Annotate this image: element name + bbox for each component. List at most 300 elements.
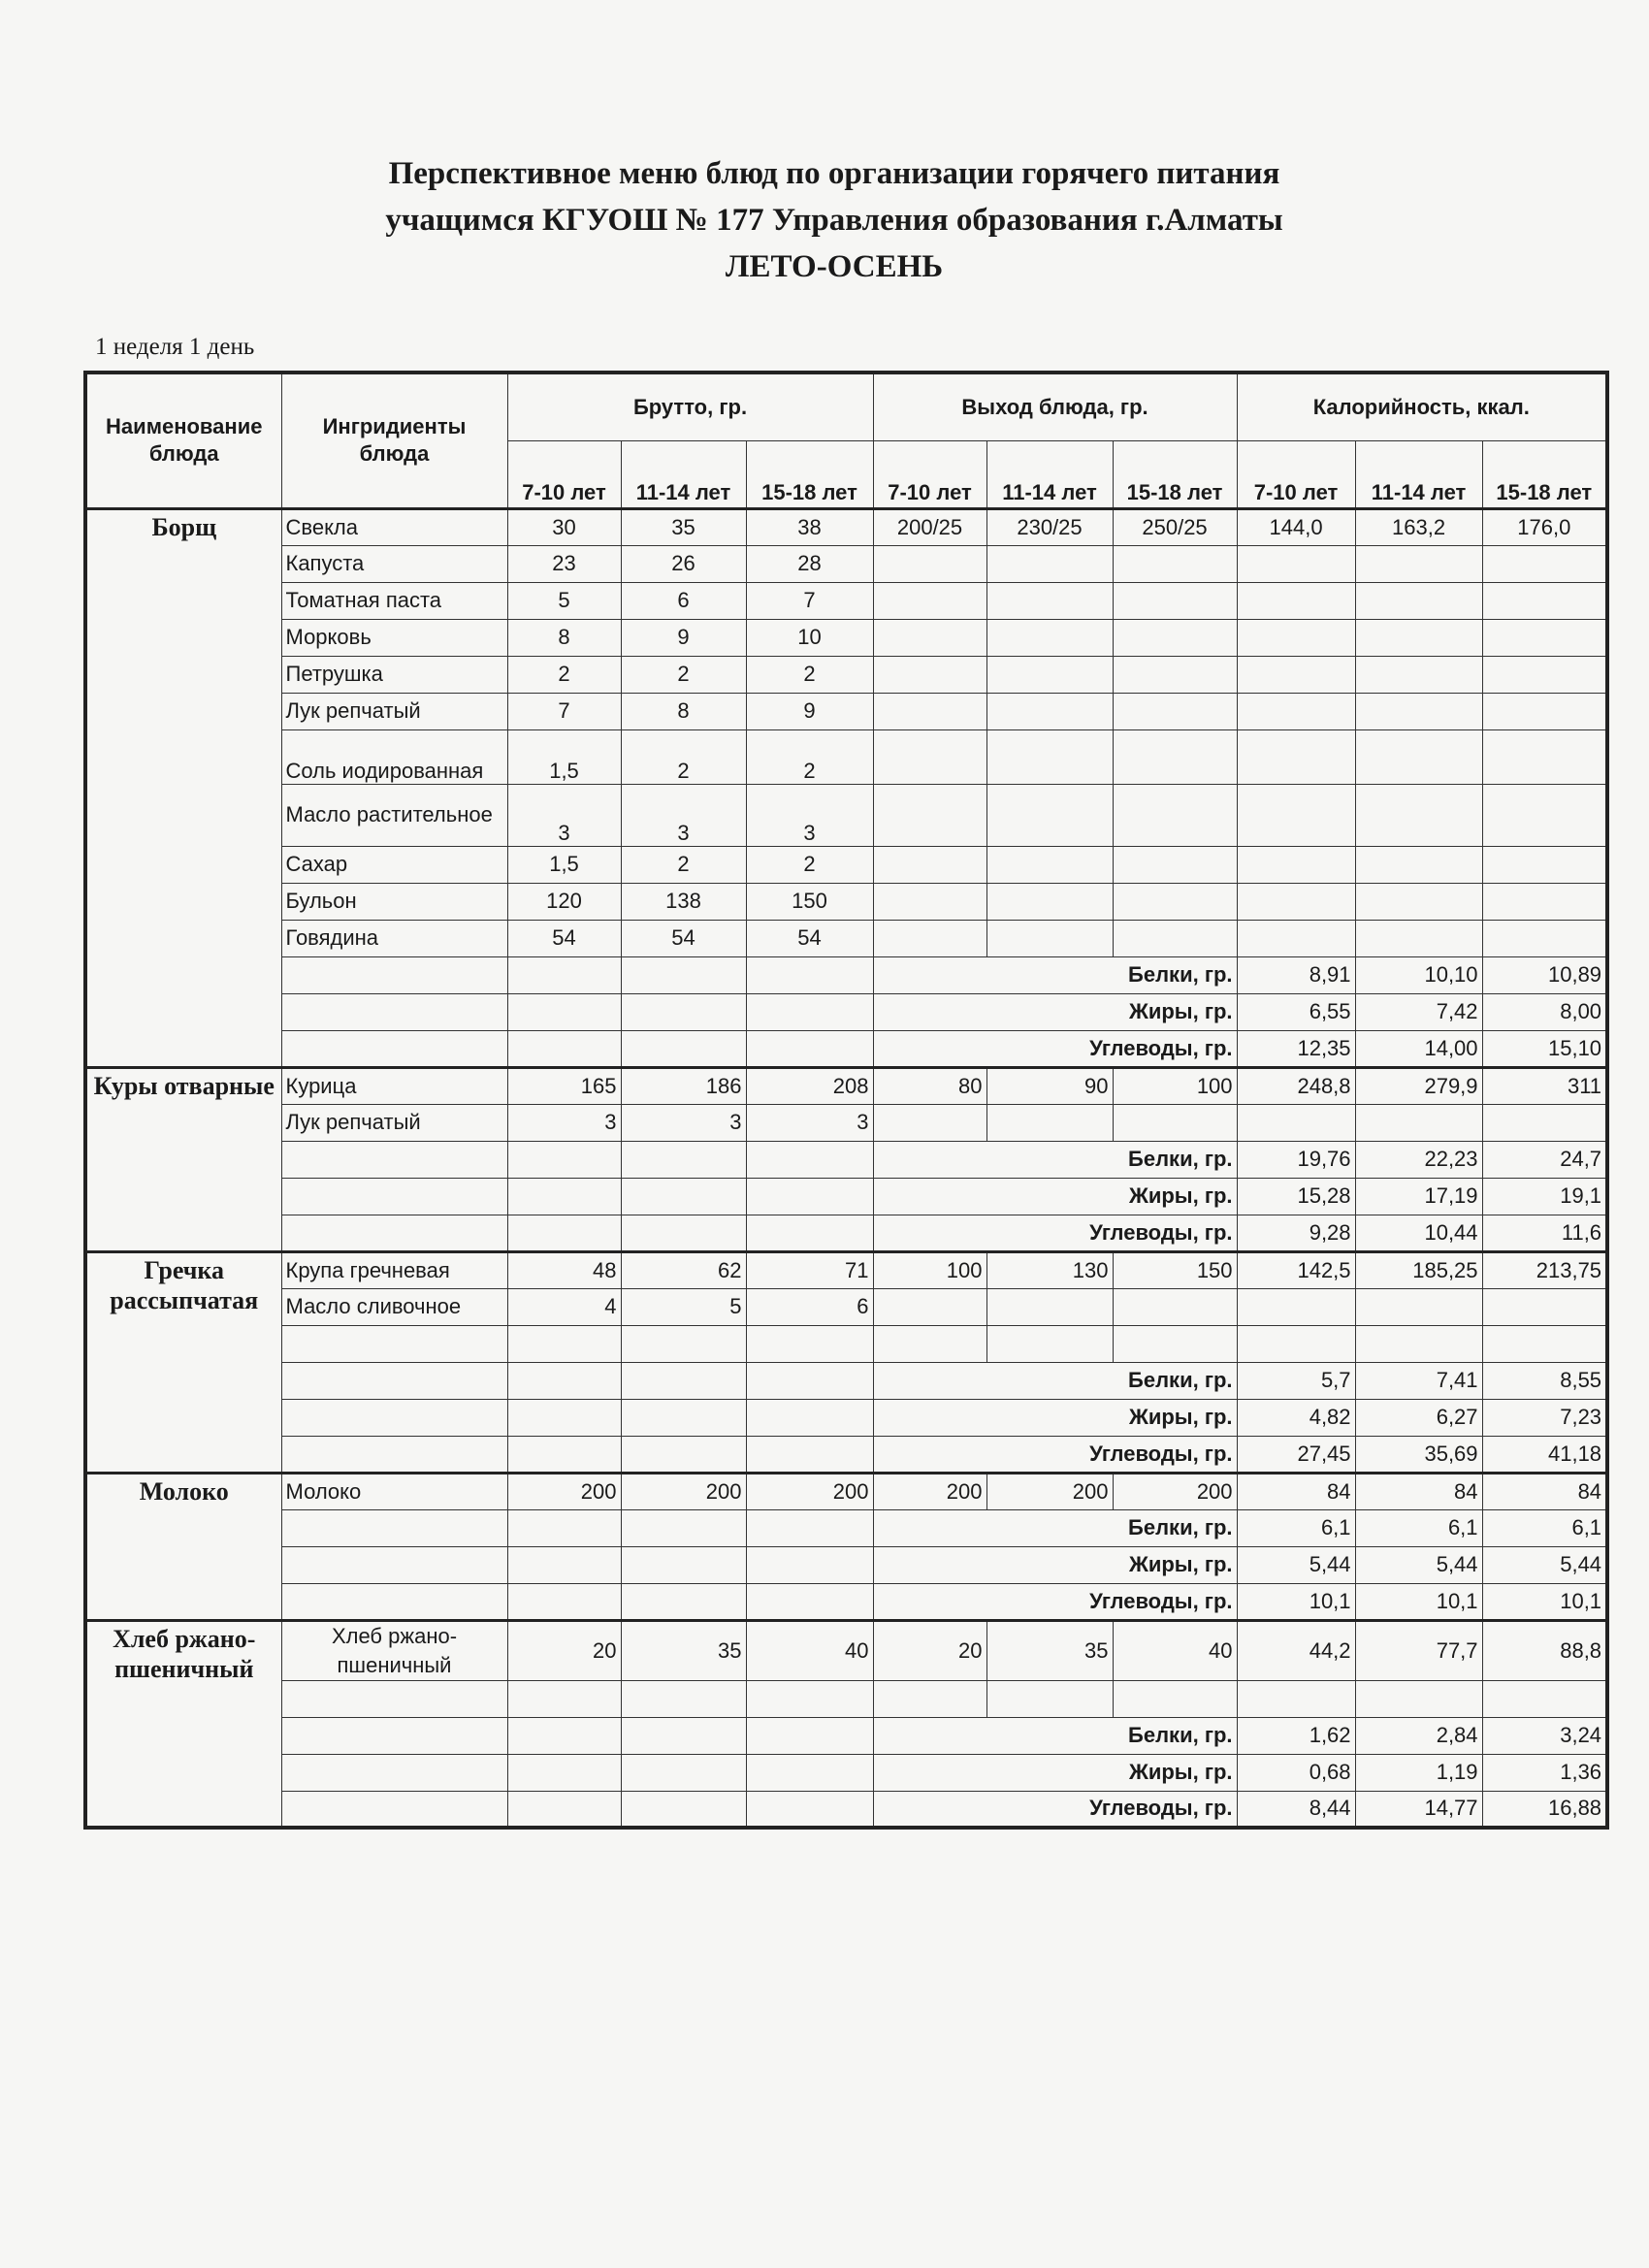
calorie-cell [1237, 619, 1355, 656]
calorie-cell [1355, 1288, 1482, 1325]
nutrient-value: 1,36 [1482, 1754, 1607, 1791]
menu-table [83, 371, 1609, 1830]
nutrient-label: Белки, гр. [873, 1141, 1237, 1178]
output-cell: 100 [873, 1251, 986, 1288]
brutto-cell: 28 [746, 545, 873, 582]
calorie-cell: 44,2 [1237, 1620, 1355, 1680]
empty-cell [746, 1362, 873, 1399]
ingredient-name: Масло сливочное [281, 1288, 507, 1325]
age-header: 11-14 лет [621, 440, 746, 508]
calorie-cell: 185,25 [1355, 1251, 1482, 1288]
brutto-cell: 200 [507, 1473, 621, 1509]
brutto-cell [746, 1325, 873, 1362]
calorie-cell [1237, 1325, 1355, 1362]
nutrient-value: 8,55 [1482, 1362, 1607, 1399]
brutto-cell: 30 [507, 508, 621, 545]
calorie-cell [1482, 582, 1607, 619]
nutrient-label: Белки, гр. [873, 956, 1237, 993]
brutto-cell: 165 [507, 1067, 621, 1104]
nutrient-row [85, 1362, 1607, 1399]
nutrient-label: Жиры, гр. [873, 1178, 1237, 1215]
calorie-cell [1482, 1288, 1607, 1325]
brutto-cell: 3 [746, 784, 873, 846]
output-cell: 100 [1113, 1067, 1237, 1104]
brutto-cell: 35 [621, 508, 746, 545]
calorie-cell [1355, 1680, 1482, 1717]
calorie-cell [1355, 883, 1482, 920]
empty-cell [621, 1754, 746, 1791]
nutrient-value: 10,44 [1355, 1215, 1482, 1251]
output-cell [873, 1104, 986, 1141]
nutrient-value: 8,91 [1237, 956, 1355, 993]
output-cell [986, 1104, 1113, 1141]
empty-cell [507, 993, 621, 1030]
output-cell: 230/25 [986, 508, 1113, 545]
empty-cell [281, 1141, 507, 1178]
empty-cell [746, 993, 873, 1030]
output-cell [986, 729, 1113, 784]
empty-cell [281, 1754, 507, 1791]
empty-cell [507, 1546, 621, 1583]
output-cell [1113, 846, 1237, 883]
calorie-cell [1355, 619, 1482, 656]
ingredient-name: Курица [281, 1067, 507, 1104]
empty-cell [507, 1399, 621, 1436]
nutrient-value: 4,82 [1237, 1399, 1355, 1436]
empty-cell [621, 1546, 746, 1583]
nutrient-row [85, 1546, 1607, 1583]
age-header: 7-10 лет [1237, 440, 1355, 508]
brutto-cell: 3 [621, 1104, 746, 1141]
empty-cell [507, 1436, 621, 1473]
output-cell [873, 1325, 986, 1362]
brutto-cell: 2 [746, 656, 873, 693]
empty-cell [507, 1509, 621, 1546]
age-header: 15-18 лет [746, 440, 873, 508]
calorie-cell [1237, 1104, 1355, 1141]
calorie-cell: 84 [1237, 1473, 1355, 1509]
brutto-cell: 186 [621, 1067, 746, 1104]
calorie-cell [1237, 729, 1355, 784]
output-cell: 150 [1113, 1251, 1237, 1288]
empty-cell [507, 956, 621, 993]
brutto-cell: 1,5 [507, 729, 621, 784]
nutrient-value: 10,1 [1237, 1583, 1355, 1620]
calorie-cell [1482, 920, 1607, 956]
header-calories: Калорийность, ккал. [1237, 373, 1607, 440]
nutrient-value: 10,89 [1482, 956, 1607, 993]
calorie-cell [1237, 656, 1355, 693]
brutto-cell: 2 [621, 846, 746, 883]
empty-cell [507, 1141, 621, 1178]
output-cell [986, 920, 1113, 956]
nutrient-row [85, 1141, 1607, 1178]
empty-cell [281, 956, 507, 993]
output-cell: 20 [873, 1620, 986, 1680]
output-cell [986, 883, 1113, 920]
nutrient-value: 1,19 [1355, 1754, 1482, 1791]
brutto-cell: 1,5 [507, 846, 621, 883]
nutrient-value: 1,62 [1237, 1717, 1355, 1754]
output-cell [1113, 582, 1237, 619]
nutrient-label: Углеводы, гр. [873, 1583, 1237, 1620]
calorie-cell [1237, 883, 1355, 920]
output-cell [986, 1288, 1113, 1325]
brutto-cell: 2 [507, 656, 621, 693]
nutrient-row [85, 1583, 1607, 1620]
nutrient-row [85, 1754, 1607, 1791]
empty-cell [746, 1178, 873, 1215]
brutto-cell: 2 [621, 656, 746, 693]
nutrient-value: 6,1 [1482, 1509, 1607, 1546]
nutrient-label: Белки, гр. [873, 1509, 1237, 1546]
calorie-cell [1482, 656, 1607, 693]
brutto-cell: 48 [507, 1251, 621, 1288]
age-header: 11-14 лет [1355, 440, 1482, 508]
output-cell [986, 846, 1113, 883]
nutrient-value: 10,1 [1482, 1583, 1607, 1620]
empty-cell [621, 1362, 746, 1399]
empty-cell [621, 1030, 746, 1067]
calorie-cell [1355, 784, 1482, 846]
output-cell: 200 [1113, 1473, 1237, 1509]
calorie-cell: 77,7 [1355, 1620, 1482, 1680]
empty-cell [746, 1399, 873, 1436]
output-cell [873, 582, 986, 619]
brutto-cell [507, 1680, 621, 1717]
empty-cell [507, 1717, 621, 1754]
brutto-cell: 26 [621, 545, 746, 582]
nutrient-label: Углеводы, гр. [873, 1791, 1237, 1828]
page-title [291, 150, 1377, 290]
calorie-cell: 311 [1482, 1067, 1607, 1104]
nutrient-value: 5,44 [1355, 1546, 1482, 1583]
output-cell: 200 [873, 1473, 986, 1509]
empty-cell [621, 1509, 746, 1546]
output-cell [873, 846, 986, 883]
output-cell [873, 883, 986, 920]
calorie-cell [1237, 920, 1355, 956]
nutrient-row [85, 1030, 1607, 1067]
nutrient-value: 7,42 [1355, 993, 1482, 1030]
nutrient-value: 12,35 [1237, 1030, 1355, 1067]
age-header: 7-10 лет [873, 440, 986, 508]
ingredient-name [281, 1680, 507, 1717]
week-day-label: 1 неделя 1 день [95, 334, 255, 360]
empty-cell [621, 1436, 746, 1473]
brutto-cell [621, 1680, 746, 1717]
empty-cell [746, 1436, 873, 1473]
output-cell [873, 656, 986, 693]
ingredient-name: Лук репчатый [281, 693, 507, 729]
output-cell: 200 [986, 1473, 1113, 1509]
output-cell: 80 [873, 1067, 986, 1104]
empty-cell [746, 1030, 873, 1067]
brutto-cell: 2 [621, 729, 746, 784]
brutto-cell: 10 [746, 619, 873, 656]
output-cell [873, 619, 986, 656]
brutto-cell: 5 [621, 1288, 746, 1325]
ingredient-name: Бульон [281, 883, 507, 920]
output-cell [1113, 784, 1237, 846]
ingredient-name: Капуста [281, 545, 507, 582]
menu-body [85, 508, 1607, 1828]
nutrient-row [85, 1215, 1607, 1251]
nutrient-value: 3,24 [1482, 1717, 1607, 1754]
output-cell [873, 693, 986, 729]
output-cell [986, 656, 1113, 693]
title-line-1: Перспективное меню блюд по организации горячего питания [388, 156, 1280, 191]
output-cell: 130 [986, 1251, 1113, 1288]
nutrient-row [85, 1717, 1607, 1754]
nutrient-value: 17,19 [1355, 1178, 1482, 1215]
empty-cell [746, 1583, 873, 1620]
brutto-cell: 35 [621, 1620, 746, 1680]
nutrient-value: 41,18 [1482, 1436, 1607, 1473]
calorie-cell: 142,5 [1237, 1251, 1355, 1288]
calorie-cell [1355, 1325, 1482, 1362]
empty-cell [281, 1791, 507, 1828]
age-header: 15-18 лет [1113, 440, 1237, 508]
calorie-cell [1482, 619, 1607, 656]
output-cell [986, 693, 1113, 729]
ingredient-row [85, 619, 1607, 656]
calorie-cell [1237, 1288, 1355, 1325]
empty-cell [621, 1791, 746, 1828]
calorie-cell [1355, 545, 1482, 582]
output-cell: 250/25 [1113, 508, 1237, 545]
output-cell [1113, 1680, 1237, 1717]
brutto-cell: 8 [621, 693, 746, 729]
calorie-cell [1355, 1104, 1482, 1141]
brutto-cell: 23 [507, 545, 621, 582]
calorie-cell: 248,8 [1237, 1067, 1355, 1104]
brutto-cell: 2 [746, 846, 873, 883]
ingredient-row [85, 920, 1607, 956]
empty-cell [746, 1546, 873, 1583]
brutto-cell: 38 [746, 508, 873, 545]
output-cell [1113, 619, 1237, 656]
nutrient-value: 8,44 [1237, 1791, 1355, 1828]
empty-cell [621, 1178, 746, 1215]
brutto-cell: 138 [621, 883, 746, 920]
empty-cell [507, 1215, 621, 1251]
empty-cell [281, 1583, 507, 1620]
calorie-cell [1237, 582, 1355, 619]
empty-cell [507, 1791, 621, 1828]
nutrient-label: Углеводы, гр. [873, 1436, 1237, 1473]
nutrient-value: 8,00 [1482, 993, 1607, 1030]
nutrient-value: 5,44 [1482, 1546, 1607, 1583]
dish-name: Куры отварные [85, 1067, 281, 1251]
calorie-cell [1482, 1104, 1607, 1141]
ingredient-name: Хлеб ржано-пшеничный [281, 1620, 507, 1680]
calorie-cell [1237, 846, 1355, 883]
nutrient-row [85, 1178, 1607, 1215]
nutrient-row [85, 1791, 1607, 1828]
empty-cell [746, 1215, 873, 1251]
nutrient-label: Жиры, гр. [873, 1546, 1237, 1583]
calorie-cell [1482, 883, 1607, 920]
nutrient-row [85, 993, 1607, 1030]
ingredient-row [85, 656, 1607, 693]
ingredient-row [85, 784, 1607, 846]
brutto-cell: 62 [621, 1251, 746, 1288]
calorie-cell [1237, 1680, 1355, 1717]
output-cell [986, 582, 1113, 619]
calorie-cell [1355, 729, 1482, 784]
empty-cell [621, 1583, 746, 1620]
empty-cell [621, 956, 746, 993]
calorie-cell [1237, 545, 1355, 582]
calorie-cell: 144,0 [1237, 508, 1355, 545]
empty-cell [507, 1030, 621, 1067]
header-dish-name: Наименование блюда [85, 373, 281, 508]
nutrient-value: 0,68 [1237, 1754, 1355, 1791]
output-cell [1113, 1104, 1237, 1141]
nutrient-value: 15,10 [1482, 1030, 1607, 1067]
calorie-cell [1482, 545, 1607, 582]
empty-cell [281, 1509, 507, 1546]
calorie-cell [1355, 656, 1482, 693]
calorie-cell [1482, 1325, 1607, 1362]
empty-cell [281, 1178, 507, 1215]
calorie-cell [1355, 693, 1482, 729]
empty-cell [281, 993, 507, 1030]
empty-cell [746, 1717, 873, 1754]
output-cell [1113, 656, 1237, 693]
ingredient-row [85, 1104, 1607, 1141]
empty-cell [281, 1215, 507, 1251]
brutto-cell: 9 [621, 619, 746, 656]
calorie-cell: 176,0 [1482, 508, 1607, 545]
brutto-cell: 120 [507, 883, 621, 920]
empty-cell [281, 1436, 507, 1473]
calorie-cell [1482, 729, 1607, 784]
brutto-cell: 7 [746, 582, 873, 619]
ingredient-name: Молоко [281, 1473, 507, 1509]
ingredient-row [85, 1288, 1607, 1325]
output-cell: 40 [1113, 1620, 1237, 1680]
output-cell [873, 729, 986, 784]
calorie-cell [1482, 1680, 1607, 1717]
nutrient-label: Углеводы, гр. [873, 1215, 1237, 1251]
nutrient-value: 7,23 [1482, 1399, 1607, 1436]
empty-cell [507, 1362, 621, 1399]
empty-cell [621, 1141, 746, 1178]
nutrient-row [85, 1436, 1607, 1473]
ingredient-row [85, 1251, 1607, 1288]
ingredient-row [85, 1067, 1607, 1104]
calorie-cell: 88,8 [1482, 1620, 1607, 1680]
empty-cell [621, 1399, 746, 1436]
brutto-cell: 54 [507, 920, 621, 956]
nutrient-value: 9,28 [1237, 1215, 1355, 1251]
nutrient-value: 27,45 [1237, 1436, 1355, 1473]
brutto-cell: 40 [746, 1620, 873, 1680]
empty-cell [281, 1717, 507, 1754]
output-cell: 200/25 [873, 508, 986, 545]
nutrient-value: 6,1 [1237, 1509, 1355, 1546]
brutto-cell: 150 [746, 883, 873, 920]
nutrient-row [85, 956, 1607, 993]
ingredient-name: Говядина [281, 920, 507, 956]
brutto-cell: 4 [507, 1288, 621, 1325]
brutto-cell [746, 1680, 873, 1717]
nutrient-row [85, 1509, 1607, 1546]
brutto-cell: 6 [621, 582, 746, 619]
output-cell [986, 619, 1113, 656]
calorie-cell [1482, 846, 1607, 883]
ingredient-name: Сахар [281, 846, 507, 883]
empty-cell [281, 1030, 507, 1067]
brutto-cell: 5 [507, 582, 621, 619]
calorie-cell [1237, 784, 1355, 846]
ingredient-row [85, 846, 1607, 883]
ingredient-name: Томатная паста [281, 582, 507, 619]
nutrient-row [85, 1399, 1607, 1436]
empty-cell [746, 1754, 873, 1791]
brutto-cell: 200 [746, 1473, 873, 1509]
nutrient-value: 10,1 [1355, 1583, 1482, 1620]
empty-cell [507, 1754, 621, 1791]
calorie-cell [1237, 693, 1355, 729]
ingredient-name: Морковь [281, 619, 507, 656]
ingredient-row [85, 582, 1607, 619]
header-output: Выход блюда, гр. [873, 373, 1237, 440]
ingredient-row [85, 693, 1607, 729]
output-cell [1113, 1288, 1237, 1325]
output-cell: 35 [986, 1620, 1113, 1680]
nutrient-label: Белки, гр. [873, 1362, 1237, 1399]
calorie-cell [1482, 784, 1607, 846]
output-cell [986, 1680, 1113, 1717]
brutto-cell: 3 [746, 1104, 873, 1141]
nutrient-value: 24,7 [1482, 1141, 1607, 1178]
nutrient-value: 2,84 [1355, 1717, 1482, 1754]
output-cell [873, 1288, 986, 1325]
output-cell [1113, 883, 1237, 920]
brutto-cell: 208 [746, 1067, 873, 1104]
brutto-cell: 7 [507, 693, 621, 729]
nutrient-value: 6,27 [1355, 1399, 1482, 1436]
nutrient-value: 22,23 [1355, 1141, 1482, 1178]
output-cell [986, 1325, 1113, 1362]
output-cell [873, 545, 986, 582]
header-ingredients: Ингридиенты блюда [281, 373, 507, 508]
nutrient-value: 15,28 [1237, 1178, 1355, 1215]
empty-cell [746, 1791, 873, 1828]
title-line-3: ЛЕТО-ОСЕНЬ [725, 249, 944, 284]
ingredient-name [281, 1325, 507, 1362]
output-cell: 90 [986, 1067, 1113, 1104]
nutrient-label: Жиры, гр. [873, 993, 1237, 1030]
nutrient-value: 5,7 [1237, 1362, 1355, 1399]
empty-cell [621, 1717, 746, 1754]
brutto-cell: 9 [746, 693, 873, 729]
calorie-cell [1355, 846, 1482, 883]
nutrient-value: 5,44 [1237, 1546, 1355, 1583]
ingredient-name: Петрушка [281, 656, 507, 693]
output-cell [1113, 1325, 1237, 1362]
nutrient-value: 35,69 [1355, 1436, 1482, 1473]
ingredient-row [85, 1680, 1607, 1717]
calorie-cell [1355, 582, 1482, 619]
ingredient-row [85, 1473, 1607, 1509]
nutrient-value: 6,55 [1237, 993, 1355, 1030]
brutto-cell: 3 [507, 784, 621, 846]
empty-cell [281, 1362, 507, 1399]
